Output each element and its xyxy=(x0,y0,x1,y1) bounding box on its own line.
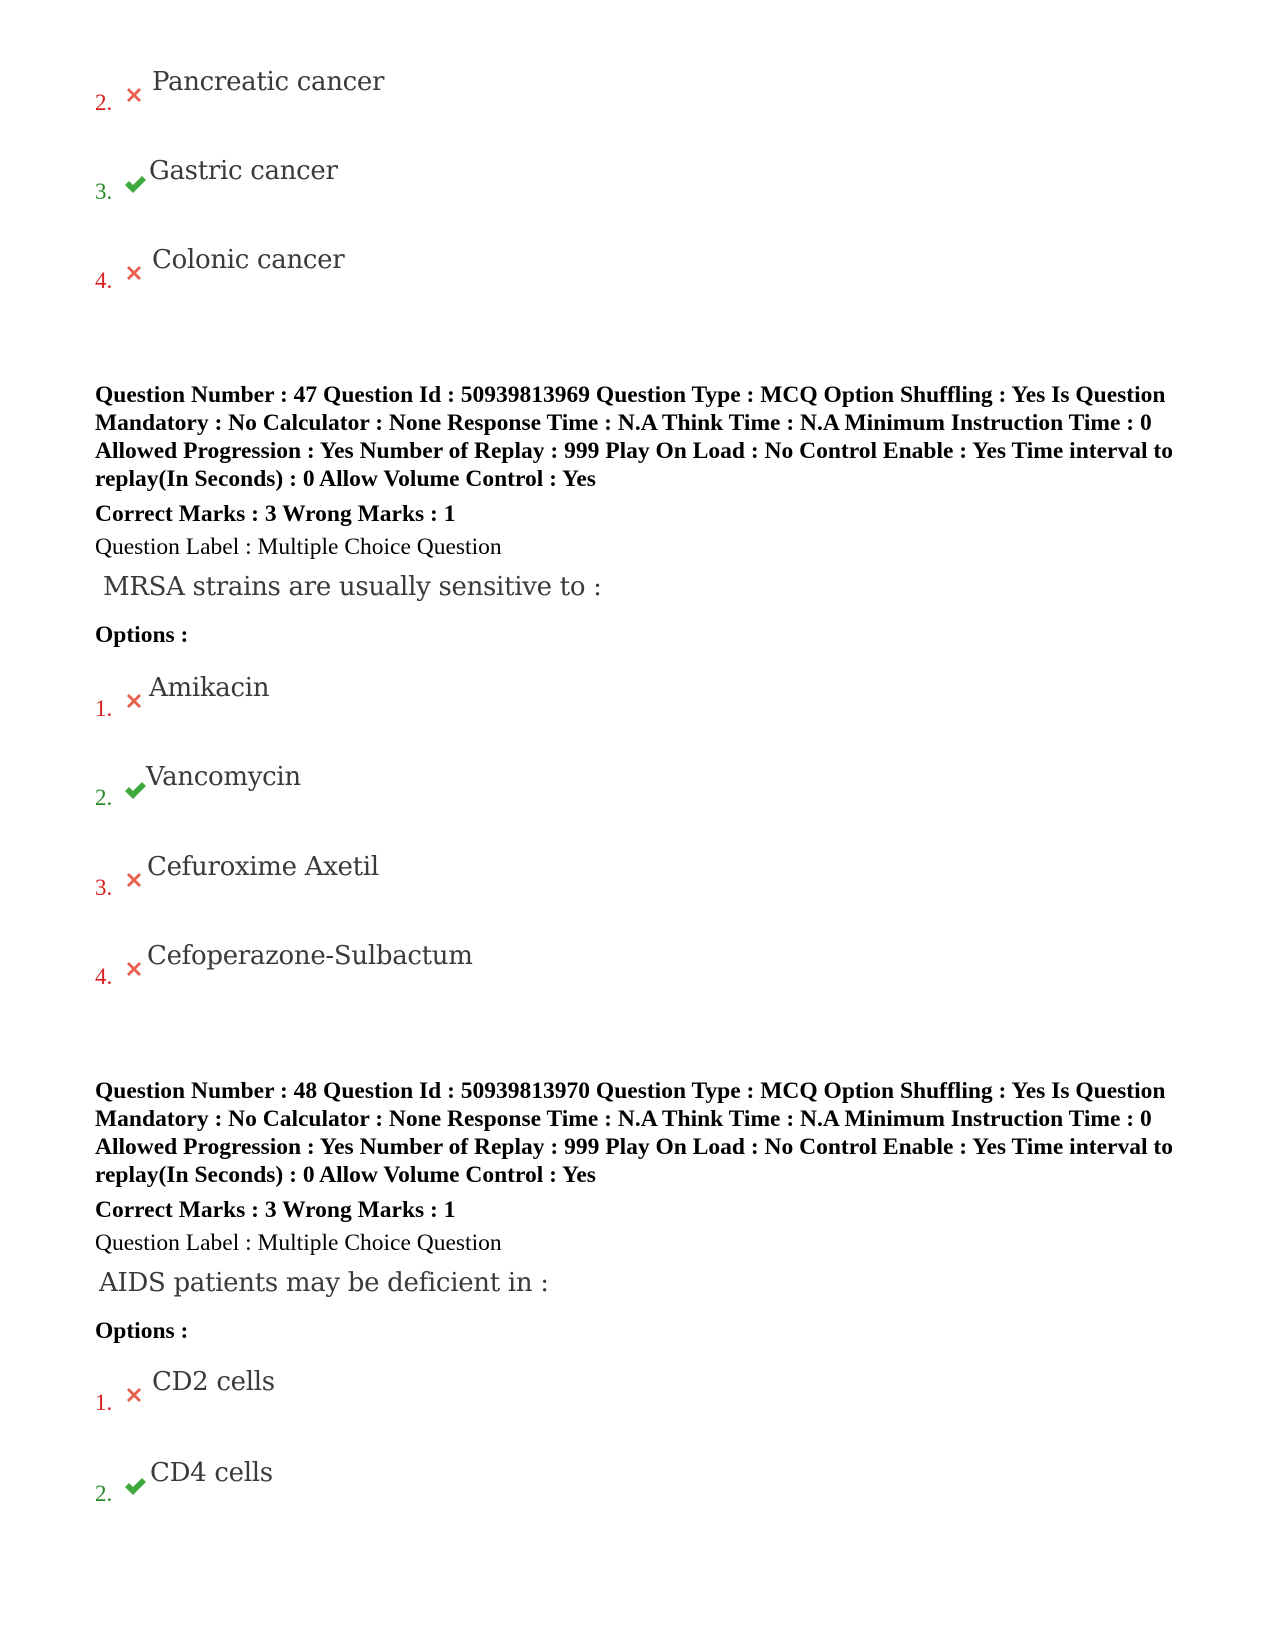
question-label: Question Label : Multiple Choice Question xyxy=(95,534,502,560)
cross-icon xyxy=(123,1384,145,1406)
option-text: Amikacin xyxy=(149,673,270,703)
option-number: 2. xyxy=(95,1481,113,1506)
option-item xyxy=(95,244,995,304)
options-heading: Options : xyxy=(95,1318,189,1344)
cross-icon xyxy=(123,958,145,980)
question-marks: Correct Marks : 3 Wrong Marks : 1 xyxy=(95,1197,456,1223)
option-number: 2. xyxy=(95,90,113,115)
option-item xyxy=(95,66,995,126)
option-text: Cefuroxime Axetil xyxy=(147,852,379,882)
option-item xyxy=(95,1366,995,1426)
option-item xyxy=(95,672,995,732)
option-text: Gastric cancer xyxy=(149,156,338,186)
option-number: 1. xyxy=(95,1390,113,1415)
option-item xyxy=(95,155,995,215)
question-block xyxy=(95,1077,1205,1345)
option-text: Colonic cancer xyxy=(152,245,345,275)
question-text: MRSA strains are usually sensitive to : xyxy=(103,572,602,602)
check-icon xyxy=(123,1475,145,1497)
option-text: Cefoperazone-Sulbactum xyxy=(147,941,473,971)
option-number: 2. xyxy=(95,785,113,810)
question-text: AIDS patients may be deficient in : xyxy=(99,1268,549,1298)
question-meta: Question Number : 47 Question Id : 50939813969 Question Type : MCQ Option Shuffling : Yes Is Question Mandatory : No Calculator : None Response Time : N.A Think Time : N.A Minimum Instruction Time : 0 Allowed Progression : Yes Number of Replay : 999 Play On Load : No Control Enable : Yes Time interval to replay(In Seconds) : 0 Allow Volume Control : Yes xyxy=(95,382,1173,492)
question-meta: Question Number : 48 Question Id : 50939813970 Question Type : MCQ Option Shuffling : Yes Is Question Mandatory : No Calculator : None Response Time : N.A Think Time : N.A Minimum Instruction Time : 0 Allowed Progression : Yes Number of Replay : 999 Play On Load : No Control Enable : Yes Time interval to replay(In Seconds) : 0 Allow Volume Control : Yes xyxy=(95,1078,1173,1188)
question-label: Question Label : Multiple Choice Question xyxy=(95,1230,502,1256)
option-text: CD2 cells xyxy=(152,1367,275,1397)
options-heading: Options : xyxy=(95,622,189,648)
option-number: 4. xyxy=(95,964,113,989)
option-item xyxy=(95,761,995,821)
option-number: 4. xyxy=(95,268,113,293)
option-number: 3. xyxy=(95,875,113,900)
check-icon xyxy=(123,779,145,801)
option-item xyxy=(95,940,995,1000)
option-text: Pancreatic cancer xyxy=(152,67,385,97)
option-item xyxy=(95,851,995,911)
check-icon xyxy=(123,173,145,195)
option-text: Vancomycin xyxy=(146,762,301,792)
cross-icon xyxy=(123,690,145,712)
option-number: 3. xyxy=(95,179,113,204)
cross-icon xyxy=(123,84,145,106)
option-text: CD4 cells xyxy=(150,1458,273,1488)
cross-icon xyxy=(123,869,145,891)
cross-icon xyxy=(123,262,145,284)
question-marks: Correct Marks : 3 Wrong Marks : 1 xyxy=(95,501,456,527)
question-block xyxy=(95,381,1205,649)
option-number: 1. xyxy=(95,696,113,721)
option-item xyxy=(95,1457,995,1517)
